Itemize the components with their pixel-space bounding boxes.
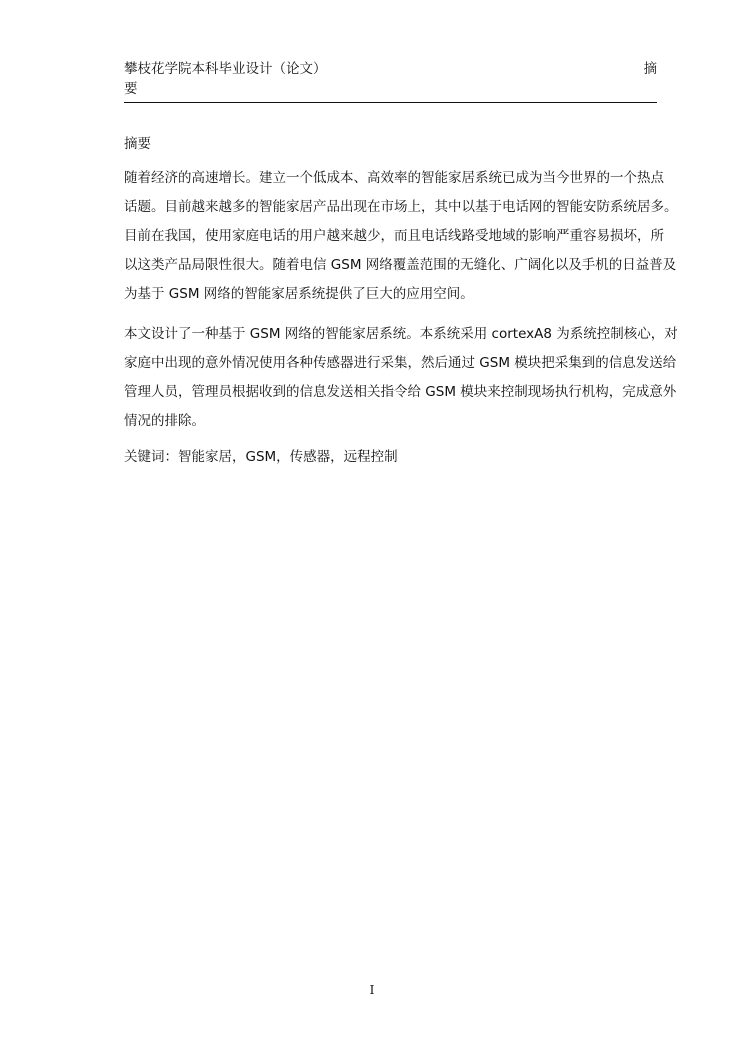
paragraph-line: 以这类产品局限性很大。随着电信 GSM 网络覆盖范围的无缝化、广阔化以及手机的日益普及	[124, 257, 677, 273]
page-number: I	[369, 983, 375, 997]
abstract-paragraph-2	[124, 320, 678, 436]
paragraph-line: 为基于 GSM 网络的智能家居系统提供了巨大的应用空间。	[124, 286, 474, 302]
paragraph-line: 情况的排除。	[124, 413, 205, 429]
paragraph-line: 本文设计了一种基于 GSM 网络的智能家居系统。本系统采用 cortexA8 为系统控制核心，对	[124, 326, 678, 342]
page-header	[124, 58, 657, 103]
header-title	[124, 59, 354, 99]
abstract-section	[124, 134, 678, 467]
paragraph-line: 管理人员，管理员根据收到的信息发送相关指令给 GSM 模块来控制现场执行机构，完成意外	[124, 384, 677, 400]
paragraph-line: 目前在我国，使用家庭电话的用户越来越少，而且电话线路受地域的影响严重容易损坏，所	[124, 228, 664, 244]
header-title-line2: 要	[124, 81, 138, 97]
paragraph-line: 家庭中出现的意外情况使用各种传感器进行采集，然后通过 GSM 模块把采集到的信息发送给	[124, 355, 677, 371]
header-section-name: 摘	[643, 61, 657, 77]
paragraph-line: 话题。目前越来越多的智能家居产品出现在市场上，其中以基于电话网的智能安防系统居多。	[124, 199, 678, 215]
abstract-keywords: 关键词：智能家居，GSM，传感器，远程控制	[124, 449, 398, 465]
header-title-line1: 攀枝花学院本科毕业设计（论文）	[124, 61, 327, 77]
abstract-heading: 摘要	[124, 136, 151, 152]
abstract-paragraph-1	[124, 164, 678, 309]
paragraph-line: 随着经济的高速增长。建立一个低成本、高效率的智能家居系统已成为当今世界的一个热点	[124, 170, 664, 186]
